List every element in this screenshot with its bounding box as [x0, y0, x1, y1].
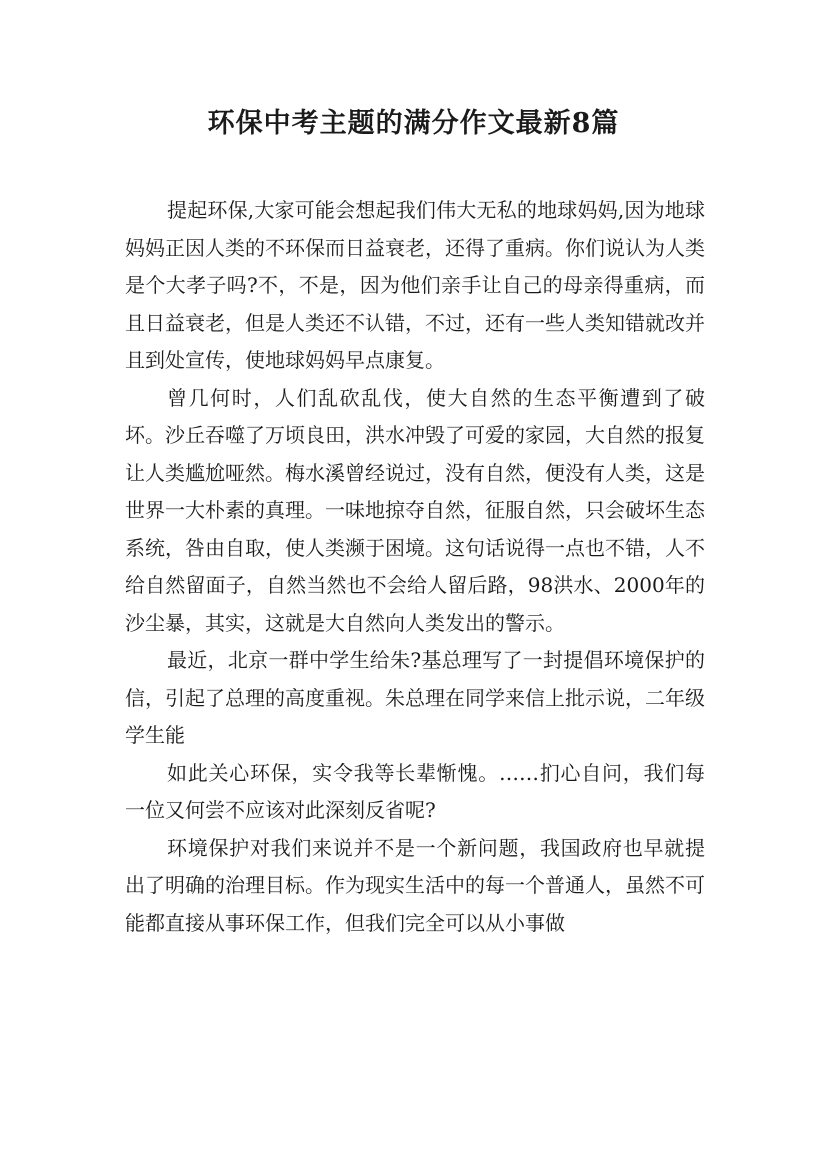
paragraph: 提起环保,大家可能会想起我们伟大无私的地球妈妈,因为地球妈妈正因人类的不环保而日益衰老，还得了重病。你们说认为人类是个大孝子吗?不，不是，因为他们亲手让自己的母亲得重病，而且日益衰老，但是人类还不认错，不过，还有一些人类知错就改并且到处宣传，使地球妈妈早点康复。: [125, 198, 705, 372]
document-title: 环保中考主题的满分作文最新8篇: [207, 108, 620, 139]
paragraph: 最近，北京一群中学生给朱?基总理写了一封提倡环境保护的信，引起了总理的高度重视。朱总理在同学来信上批示说，二年级学生能: [125, 648, 705, 747]
paragraph: 如此关心环保，实令我等长辈惭愧。……扪心自问，我们每一位又何尝不应该对此深刻反省呢?: [125, 760, 705, 822]
paragraph: 环境保护对我们来说并不是一个新问题，我国政府也早就提出了明确的治理目标。作为现实生活中的每一个普通人，虽然不可能都直接从事环保工作，但我们完全可以从小事做: [125, 835, 705, 935]
document-body: [125, 192, 705, 942]
paragraph: 曾几何时，人们乱砍乱伐，使大自然的生态平衡遭到了破坏。沙丘吞噬了万顷良田，洪水冲毁了可爱的家园，大自然的报复让人类尴尬哑然。梅水溪曾经说过，没有自然，便没有人类，这是世界一大朴素的真理。一味地掠夺自然，征服自然，只会破坏生态系统，咎由自取，使人类濒于困境。这句话说得一点也不错，人不给自然留面子，自然当然也不会给人留后路，98洪水、2000年的沙尘暴，其实，这就是大自然向人类发出的警示。: [125, 385, 705, 635]
